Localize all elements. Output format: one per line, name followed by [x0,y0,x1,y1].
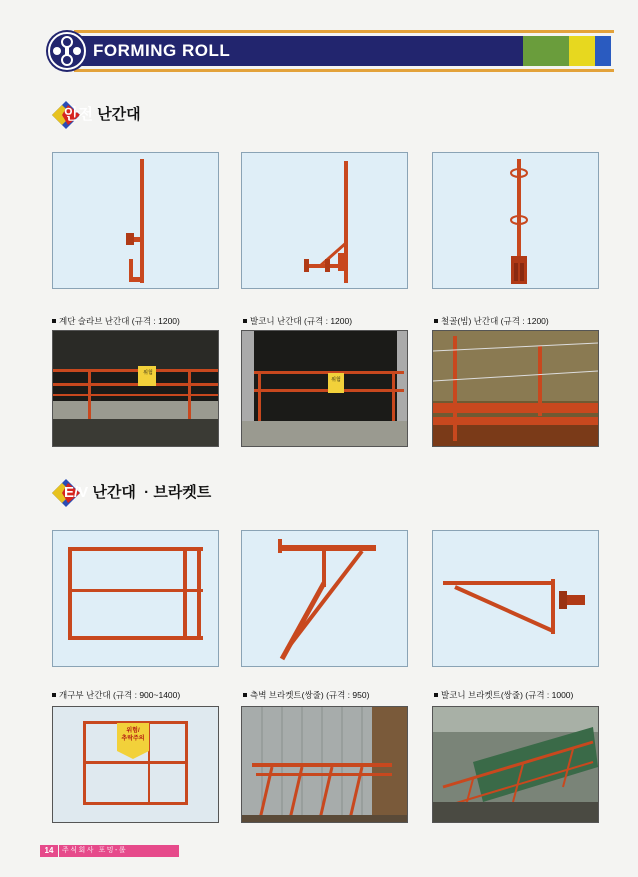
photo-sidewall-bracket-installed [241,706,408,823]
company-name: 주식회사 포밍-롤 [59,845,179,857]
company-logo [44,28,90,74]
caption-stair-railing: 계단 슬라브 난간대 (규격 : 1200) [59,316,180,326]
caption-balcony-bracket: 발코니 브라켓트(쌍줄) (규격 : 1000) [441,690,574,700]
caption-sidewall-bracket: 측벽 브라켓트(쌍줄) (규격 : 950) [250,690,370,700]
product-image-steel-beam-railing [432,152,599,289]
warning-sign-text: 위험 [143,370,153,376]
section-title: 난간대 · 브라켓트 [88,484,212,501]
page-number: 14 [40,845,58,857]
photo-balcony-railing-installed [241,330,408,447]
photo-opening-railing-installed [52,706,219,823]
product-image-stair-railing [52,152,219,289]
page-title: FORMING ROLL [93,41,231,60]
warning-sign-text: 위험 [331,377,341,383]
header-color-block [523,36,569,66]
photo-balcony-bracket-installed [432,706,599,823]
product-image-opening-railing [52,530,219,667]
product-image-sidewall-bracket [241,530,408,667]
header-color-block [569,36,595,66]
caption-opening-railing: 개구부 난간대 (규격 : 900~1400) [59,690,181,700]
section-title: 난간대 [92,106,141,123]
section-header-safety-railing [52,101,212,129]
product-image-balcony-railing [241,152,408,289]
photo-stair-railing-installed [52,330,219,447]
section-title-highlight: 안전 [64,106,93,123]
section-title-highlight: E/V [64,484,89,501]
section-header-ev-railing-bracket [52,479,282,507]
photo-steel-beam-railing-installed [432,330,599,447]
warning-sign-text: 추락주의 [121,736,145,742]
header-color-block [595,36,611,66]
caption-balcony-railing: 발코니 난간대 (규격 : 1200) [250,316,353,326]
product-image-balcony-bracket [432,530,599,667]
caption-steel-beam-railing: 철골(빔) 난간대 (규격 : 1200) [441,316,549,326]
warning-sign-text: 위험/ [126,728,140,734]
